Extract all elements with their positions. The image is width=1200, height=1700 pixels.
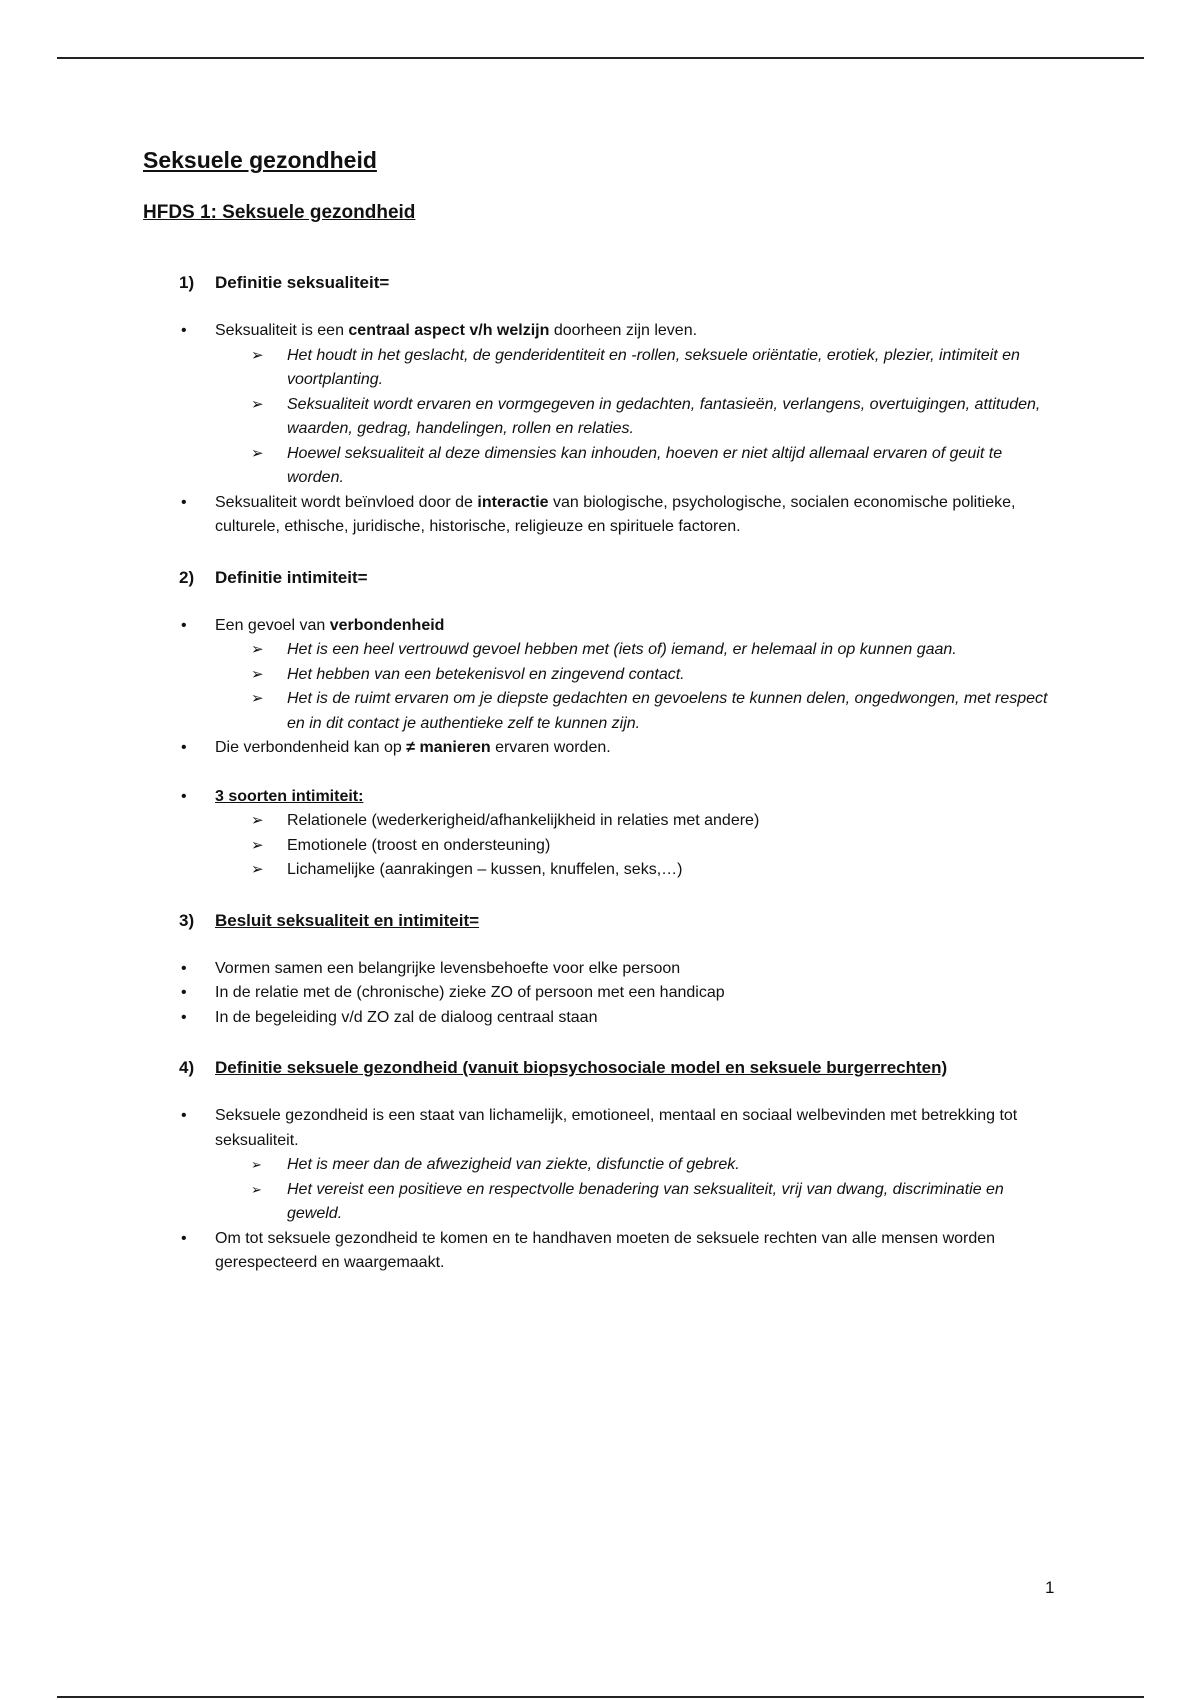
- bullet-text: Die verbondenheid kan op: [215, 739, 407, 756]
- sub-item: [251, 1178, 1063, 1227]
- arrow-bullet-icon: ➢: [251, 346, 264, 364]
- bullet-text: Een gevoel van: [215, 616, 330, 634]
- bullet-text: ervaren worden.: [490, 739, 611, 756]
- arrow-bullet-icon: ➢: [251, 861, 264, 878]
- sub-list: [215, 638, 1063, 736]
- sub-list: [215, 809, 1063, 883]
- bullet-text: Om tot seksuele gezondheid te komen en te handhaven moeten de seksuele rechten van alle mensen worden gerespecteerd en waargemaakt.: [215, 1229, 996, 1271]
- arrow-bullet-icon: ➢: [251, 665, 264, 683]
- sub-item: [251, 442, 1063, 491]
- sub-item-text: Hoewel seksualiteit al deze dimensies kan inhouden, hoeven er niet altijd allemaal ervaren of geuit te worden.: [287, 444, 1003, 486]
- bullet-icon: •: [181, 959, 187, 977]
- document-title: Seksuele gezondheid: [143, 147, 377, 173]
- bullet-text: Seksualiteit wordt beïnvloed door de: [215, 493, 478, 511]
- sub-item-text: Het vereist een positieve en respectvolle benadering van seksualiteit, vrij van dwang, discriminatie en geweld.: [287, 1180, 1004, 1222]
- bullet-bold-text: interactie: [477, 493, 549, 511]
- arrow-bullet-icon: ➢: [251, 812, 264, 829]
- bullet-icon: •: [181, 1229, 187, 1247]
- bullet-item: [179, 1227, 1063, 1276]
- arrow-bullet-icon: ➢: [251, 444, 264, 462]
- section-definitie-seksuele-gezondheid: [179, 1056, 1063, 1276]
- sub-item: [251, 834, 1063, 859]
- bullet-list: [179, 957, 1063, 1031]
- section-title: Besluit seksualiteit en intimiteit=: [215, 910, 480, 930]
- arrow-bullet-icon: ➢: [251, 395, 264, 413]
- bullet-text: Seksuele gezondheid is een staat van lichamelijk, emotioneel, mentaal en sociaal welbevinden met betrekking tot seksualiteit.: [215, 1107, 1018, 1149]
- arrow-bullet-icon: ➢: [251, 836, 264, 854]
- bullet-icon: •: [181, 1008, 187, 1026]
- bullet-icon: •: [181, 787, 187, 805]
- bullet-bold-text: centraal aspect v/h welzijn: [348, 322, 550, 339]
- sub-list: [215, 344, 1063, 491]
- bullet-text: doorheen zijn leven.: [549, 322, 698, 339]
- bullet-list: [179, 319, 1063, 540]
- bullet-icon: •: [181, 739, 187, 756]
- bullet-item: [179, 736, 1063, 761]
- sub-item: [251, 638, 1063, 663]
- section-heading: [179, 1056, 1063, 1080]
- section-besluit: [179, 909, 1063, 1031]
- bullet-list: [179, 614, 1063, 883]
- sub-item: [251, 858, 1063, 883]
- sub-item-text: Het houdt in het geslacht, de genderidentiteit en -rollen, seksuele oriëntatie, erotiek, plezier, intimiteit en voortplanting.: [287, 346, 1020, 388]
- section-definitie-intimiteit: [179, 566, 1063, 883]
- bullet-bold-text: verbondenheid: [329, 616, 445, 634]
- arrow-bullet-icon: ➢: [251, 1157, 262, 1172]
- bullet-text: In de relatie met de (chronische) zieke ZO of persoon met een handicap: [215, 984, 725, 1001]
- bullet-icon: •: [181, 493, 187, 511]
- sub-item-text: Relationele (wederkerigheid/afhankelijkheid in relaties met andere): [287, 812, 760, 829]
- section-definitie-seksualiteit: [179, 271, 1063, 540]
- document-body: [143, 143, 1063, 1302]
- sub-item-text: Het is een heel vertrouwd gevoel hebben met (iets of) iemand, er helemaal in op kunnen gaan.: [287, 641, 957, 658]
- sub-item: [251, 1153, 1063, 1178]
- sub-item-text: Het is de ruimt ervaren om je diepste gedachten en gevoelens te kunnen delen, ongedwongen, met respect en in dit contact je authentieke zelf te kunnen zijn.: [287, 690, 1048, 732]
- section-heading: [179, 566, 1063, 590]
- sub-item: [251, 687, 1063, 736]
- bullet-list: [179, 1104, 1063, 1276]
- bullet-text: In de begeleiding v/d ZO zal de dialoog centraal staan: [215, 1008, 598, 1026]
- bullet-icon: •: [181, 322, 187, 339]
- sub-item-text: Seksualiteit wordt ervaren en vormgegeven in gedachten, fantasieën, verlangens, overtuigingen, attituden, waarden, gedrag, handelingen, rollen en relaties.: [287, 395, 1041, 437]
- arrow-bullet-icon: ➢: [251, 690, 264, 707]
- sub-item-text: Het is meer dan de afwezigheid van ziekte, disfunctie of gebrek.: [287, 1156, 740, 1173]
- bullet-item: [179, 957, 1063, 982]
- bullet-item: [179, 1006, 1063, 1031]
- section-number: 2): [179, 567, 195, 587]
- arrow-bullet-icon: ➢: [251, 641, 264, 658]
- bullet-subheading: 3 soorten intimiteit:: [215, 787, 364, 805]
- sub-item-text: Emotionele (troost en ondersteuning): [287, 836, 551, 854]
- bullet-icon: •: [181, 616, 187, 634]
- bullet-text: van biologische, psychologische, socialen economische politieke, culturele, ethische, juridische, historische, religieuze en spirituele factoren.: [215, 493, 1016, 535]
- sub-list: [215, 1153, 1063, 1227]
- bullet-item: [179, 785, 1063, 883]
- bullet-item: [179, 981, 1063, 1006]
- section-heading: [179, 271, 1063, 295]
- section-number: 1): [179, 273, 195, 292]
- bottom-rule: [57, 1696, 1144, 1698]
- section-title: Definitie seksualiteit=: [215, 273, 390, 292]
- page-number: 1: [1045, 1578, 1055, 1597]
- bullet-icon: •: [181, 1107, 187, 1124]
- sub-item-text: Lichamelijke (aanrakingen – kussen, knuffelen, seks,…): [287, 861, 683, 878]
- chapter-heading: HFDS 1: Seksuele gezondheid: [143, 202, 416, 223]
- bullet-text: Vormen samen een belangrijke levensbehoefte voor elke persoon: [215, 959, 681, 977]
- bullet-text: Seksualiteit is een: [215, 322, 349, 339]
- bullet-item: [179, 491, 1063, 540]
- bullet-bold-text: ≠ manieren: [406, 739, 491, 756]
- bullet-item: [179, 1104, 1063, 1227]
- top-rule: [57, 57, 1144, 59]
- arrow-bullet-icon: ➢: [251, 1181, 262, 1197]
- section-number: 4): [179, 1058, 195, 1077]
- sub-item: [251, 393, 1063, 442]
- sub-item-text: Het hebben van een betekenisvol en zingevend contact.: [287, 665, 685, 683]
- bullet-icon: •: [181, 984, 187, 1001]
- section-title: Definitie seksuele gezondheid (vanuit biopsychosociale model en seksuele burgerrechten): [215, 1058, 948, 1077]
- sub-item: [251, 809, 1063, 834]
- section-number: 3): [179, 910, 195, 930]
- bullet-item: [179, 614, 1063, 737]
- sub-item: [251, 663, 1063, 688]
- section-heading: [179, 909, 1063, 933]
- bullet-item: [179, 319, 1063, 491]
- section-title: Definitie intimiteit=: [215, 567, 368, 587]
- sub-item: [251, 344, 1063, 393]
